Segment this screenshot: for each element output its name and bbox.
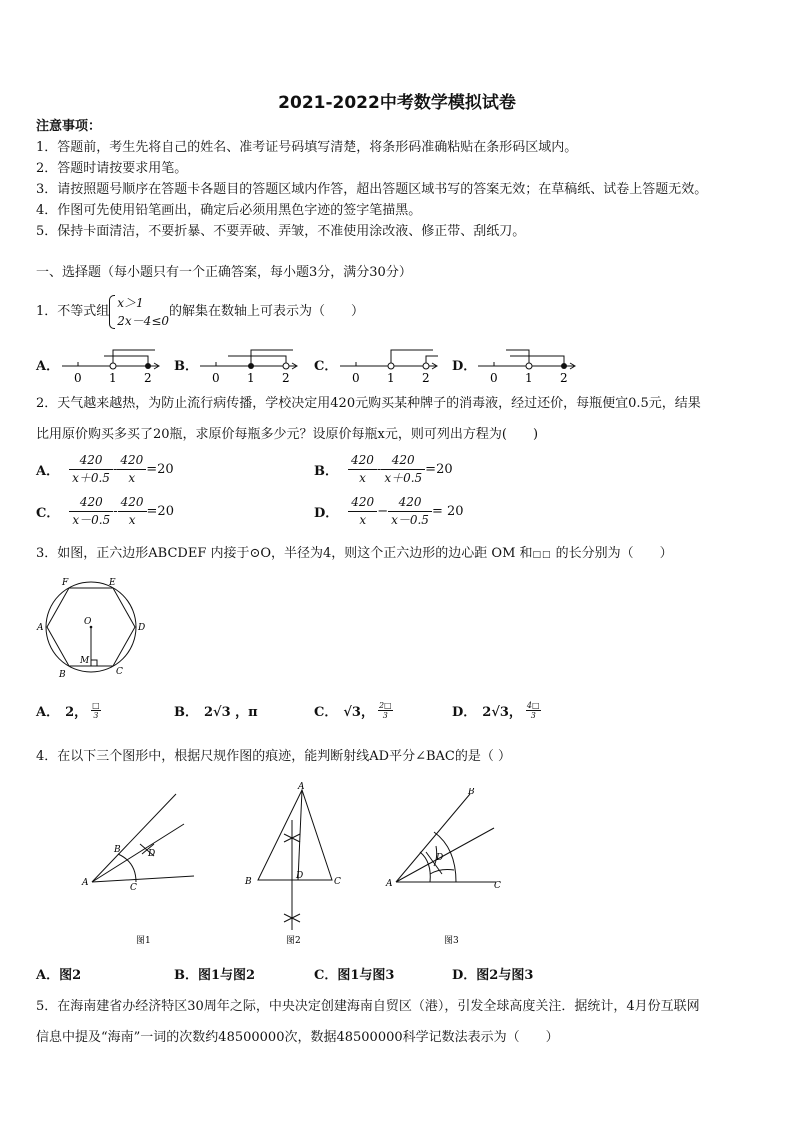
notice-item: 3．请按照题号顺序在答题卡各题目的答题区域内作答，超出答题区域书写的答案无效；在草稿纸、试卷上答题无效。	[36, 182, 708, 197]
label-d: D	[138, 623, 146, 633]
tick-label: 0	[352, 371, 360, 385]
denominator: x	[359, 471, 366, 485]
open-point	[388, 363, 394, 369]
q4-option-d: D．图2与图3	[452, 968, 534, 983]
q4-option-a: A．图2	[36, 968, 82, 983]
q2-option-d	[314, 494, 464, 529]
option-value: √3，	[343, 705, 374, 720]
q1-option-b-label: B．	[174, 359, 198, 374]
number-line-d	[474, 340, 580, 386]
q3-option-c	[314, 701, 393, 720]
fraction	[348, 494, 377, 529]
denominator: x＋0.5	[72, 471, 110, 485]
operator: −	[377, 504, 389, 519]
rhs: = 20	[431, 504, 464, 519]
question-4: 4．在以下三个图形中，根据尺规作图的痕迹，能判断射线AD平分∠BAC的是（ ）	[36, 749, 511, 764]
tick-label: 2	[422, 371, 430, 385]
option-value: 2，	[65, 705, 88, 720]
question-2-line-2: 比用原价购买多买了20瓶，求原价每瓶多少元？设原价每瓶x元，则可列出方程为( )	[36, 427, 539, 442]
label-a: A	[386, 879, 393, 889]
fraction	[526, 701, 541, 720]
numerator: 420	[118, 494, 147, 512]
numerator: 2□	[378, 701, 392, 710]
denominator: x－0.5	[391, 513, 429, 527]
tick-label: 1	[387, 371, 395, 385]
tick-label: 2	[282, 371, 290, 385]
numerator: 420	[348, 452, 377, 470]
q1-option-d-label: D．	[452, 359, 477, 374]
numerator: □	[92, 701, 100, 710]
question-1	[36, 294, 364, 330]
question-3	[36, 544, 673, 565]
operator: -	[113, 504, 118, 519]
inequality-row-1: x＞1	[117, 296, 144, 310]
fraction	[388, 494, 432, 529]
label-b: B	[114, 845, 121, 855]
rhs: =20	[146, 462, 174, 477]
number-line-a	[58, 340, 164, 386]
option-value: 2√3 ，π	[204, 705, 258, 720]
inequality-row-2: 2x－4≤0	[117, 314, 170, 328]
q2-option-a	[36, 452, 174, 487]
figure-2	[240, 780, 352, 950]
closed-point	[561, 363, 567, 369]
denominator: x	[128, 471, 136, 485]
denominator: 3	[93, 711, 99, 720]
label-c: C	[334, 877, 341, 887]
figure-3	[384, 788, 508, 950]
label-e: E	[109, 578, 116, 588]
q1-option-a-label: A．	[36, 359, 60, 374]
fraction	[381, 452, 425, 487]
notice-item: 5．保持卡面清洁，不要折暴、不要弄破、弄皱，不准使用涂改液、修正带、刮纸刀。	[36, 224, 526, 239]
numerator: 420	[388, 494, 432, 512]
figure-label: 图2	[286, 936, 301, 946]
section-heading: 一、选择题（每小题只有一个正确答案，每小题3分，满分30分）	[36, 265, 412, 280]
denominator: x＋0.5	[384, 471, 423, 485]
page-title: 2021-2022中考数学模拟试卷	[278, 93, 516, 113]
inequality-system	[109, 294, 169, 330]
q4-option-b: B．图1与图2	[174, 968, 256, 983]
label-d: D	[148, 849, 156, 859]
label-c: C	[116, 667, 123, 677]
notice-item: 2．答题时请按要求用笔。	[36, 161, 188, 176]
hexagon-figure	[34, 574, 152, 682]
denominator: x	[128, 513, 136, 527]
label-d: D	[296, 871, 304, 881]
q3-text-end: 的长分别为（ ）	[551, 546, 673, 561]
tick-label: 0	[212, 371, 220, 385]
rhs: =20	[146, 504, 174, 519]
tick-label: 0	[490, 371, 498, 385]
option-value: 2√3，	[482, 705, 522, 720]
figure-1	[78, 790, 204, 950]
tick-label: 1	[247, 371, 255, 385]
denominator: 3	[382, 711, 388, 720]
option-label: A．	[36, 464, 60, 479]
question-5-line-2: 信息中提及“海南”一词的次数约48500000次，数据48500000科学记数法表示为（ ）	[36, 1030, 559, 1045]
q3-option-d	[452, 701, 541, 720]
q1-suffix: 的解集在数轴上可表示为（ ）	[169, 304, 365, 319]
fraction	[118, 494, 147, 529]
label-b: B	[468, 788, 475, 797]
open-point	[283, 363, 289, 369]
option-label: D．	[314, 506, 339, 521]
option-label: B．	[314, 464, 338, 479]
question-5-line-1: 5．在海南建省办经济特区30周年之际，中央决定创建海南自贸区（港），引发全球高度关注．据统计，4月份互联网	[36, 999, 700, 1014]
tick-label: 2	[560, 371, 568, 385]
label-d: D	[436, 853, 444, 863]
open-point	[423, 363, 429, 369]
fraction	[69, 494, 113, 529]
q3-missing-glyph: □□	[532, 550, 552, 560]
label-b: B	[245, 877, 252, 887]
denominator: x	[359, 513, 367, 527]
tick-label: 1	[109, 371, 117, 385]
notice-heading: 注意事项：	[36, 119, 102, 134]
open-point	[110, 363, 116, 369]
fraction	[91, 701, 101, 720]
numerator: 420	[69, 494, 113, 512]
option-label: C．	[314, 705, 338, 720]
denominator: x－0.5	[72, 513, 111, 527]
q3-option-a	[36, 701, 101, 720]
label-o: O	[84, 617, 92, 627]
rhs: =20	[425, 462, 453, 477]
numerator: 420	[117, 452, 146, 470]
number-line-b	[196, 340, 302, 386]
option-label: A．	[36, 705, 60, 720]
open-point	[526, 363, 532, 369]
q1-option-c-label: C．	[314, 359, 338, 374]
question-2-line-1: 2．天气越来越热，为防止流行病传播，学校决定用420元购买某种牌子的消毒液，经过还价，每瓶便宜0.5元，结果	[36, 396, 701, 411]
numerator: 420	[381, 452, 425, 470]
label-b: B	[59, 670, 66, 680]
option-label: C．	[36, 506, 60, 521]
notice-item: 4．作图可先使用铅笔画出，确定后必须用黑色字迹的签字笔描黑。	[36, 203, 422, 218]
tick-label: 1	[525, 371, 533, 385]
q4-option-c: C．图1与图3	[314, 968, 395, 983]
q2-option-c	[36, 494, 174, 529]
notice-item: 1．答题前，考生先将自己的姓名、准考证号码填写清楚，将条形码准确粘贴在条形码区域内。	[36, 140, 578, 155]
label-c: C	[494, 881, 501, 891]
q3-option-b	[174, 701, 258, 720]
numerator: 4□	[526, 701, 540, 710]
fraction	[348, 452, 377, 487]
label-a: A	[37, 623, 44, 633]
numerator: 420	[348, 494, 377, 512]
label-m: M	[80, 656, 90, 666]
q1-prefix: 1．不等式组	[36, 304, 110, 319]
figure-label: 图3	[444, 936, 459, 946]
q2-option-b	[314, 452, 453, 487]
tick-label: 0	[74, 371, 82, 385]
fraction	[69, 452, 113, 487]
denominator: 3	[530, 711, 536, 720]
label-f: F	[62, 578, 69, 588]
numerator: 420	[69, 452, 113, 470]
option-label: B．	[174, 705, 198, 720]
operator: -	[112, 462, 118, 477]
tick-label: 2	[144, 371, 152, 385]
option-label: D．	[452, 705, 477, 720]
q3-text: 3．如图，正六边形ABCDEF 内接于⊙O，半径为4，则这个正六边形的边心距 OM 和	[36, 546, 533, 561]
label-c: C	[130, 883, 137, 893]
closed-point	[145, 363, 151, 369]
label-a: A	[82, 878, 89, 888]
fraction	[378, 701, 393, 720]
closed-point	[248, 363, 254, 369]
number-line-c	[336, 340, 442, 386]
figure-label: 图1	[136, 936, 151, 946]
operator: -	[376, 462, 382, 477]
fraction	[117, 452, 146, 487]
label-a: A	[298, 782, 305, 792]
